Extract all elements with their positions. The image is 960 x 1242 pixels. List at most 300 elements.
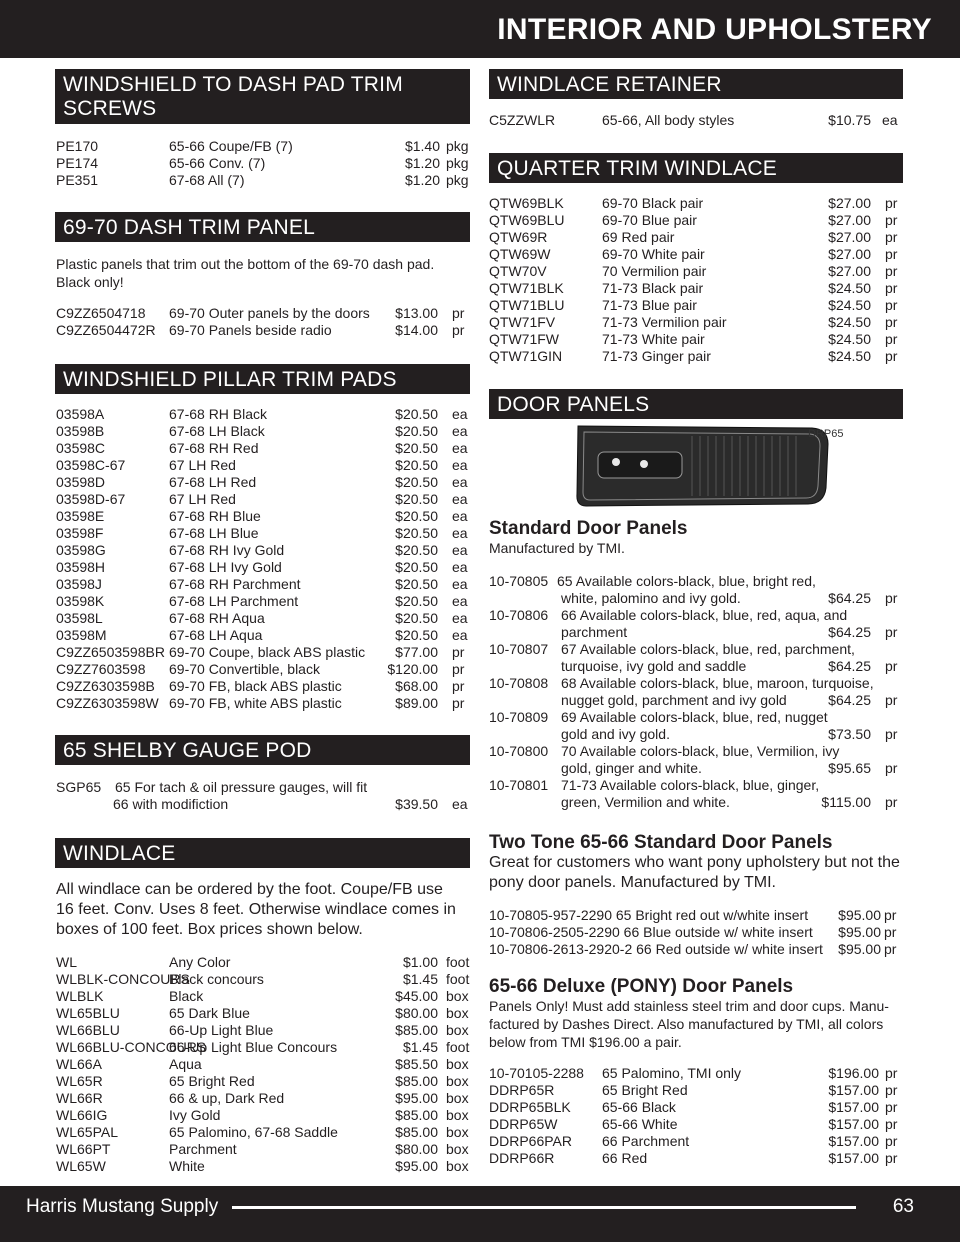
- two-tone-door-panels-title: Two Tone 65-66 Standard Door Panels: [489, 832, 833, 853]
- price: $64.25: [828, 624, 871, 640]
- part-number: 10-70800: [489, 743, 549, 759]
- price: $120.00: [387, 661, 438, 677]
- price: $24.50: [828, 314, 871, 330]
- table-row: [56, 138, 470, 155]
- table-row: [489, 112, 903, 129]
- page-number: 63: [892, 1196, 914, 1217]
- standard-door-panels-title: Standard Door Panels: [489, 518, 688, 539]
- part-number: C9ZZ6503598BR: [56, 644, 165, 660]
- price: $27.00: [828, 212, 871, 228]
- table-row: [489, 1133, 903, 1150]
- part-number: QTW71FW: [489, 331, 559, 347]
- table-row-continued: [489, 590, 903, 607]
- part-number: 03598F: [56, 525, 104, 541]
- description: 69-70 Convertible, black: [169, 661, 320, 677]
- description: 66 & up, Dark Red: [169, 1090, 285, 1106]
- price: $95.00: [838, 907, 881, 923]
- price: $27.00: [828, 246, 871, 262]
- table-row-continued: [489, 692, 903, 709]
- table-row: [56, 1090, 470, 1107]
- unit: box: [446, 1158, 469, 1174]
- table-row: [56, 796, 470, 813]
- description: turquoise, ivy gold and saddle: [561, 658, 747, 674]
- part-number: DDRP65R: [489, 1082, 555, 1098]
- gauge-pod-list: [56, 779, 470, 813]
- part-number: 03598J: [56, 576, 102, 592]
- unit: foot: [446, 1039, 470, 1055]
- page-footer-bar: [0, 1186, 960, 1242]
- price: $157.00: [828, 1133, 879, 1149]
- part-number: C9ZZ6504472R: [56, 322, 156, 338]
- paragraph-line: Great for customers who want pony upholstery but not the: [489, 854, 900, 871]
- unit: pr: [885, 658, 898, 674]
- table-row: [489, 212, 903, 229]
- unit: pr: [452, 305, 465, 321]
- description: Aqua: [169, 1056, 202, 1072]
- price: $20.50: [395, 406, 438, 422]
- unit: box: [446, 1005, 469, 1021]
- table-row: [56, 559, 470, 576]
- price: $45.00: [395, 988, 438, 1004]
- unit: pr: [885, 692, 898, 708]
- part-number: 03598D: [56, 474, 106, 490]
- price: $27.00: [828, 263, 871, 279]
- part-number: 10-70806: [489, 607, 549, 623]
- unit: pkg: [446, 172, 469, 188]
- price: $14.00: [395, 322, 438, 338]
- description: 70 Available colors-black, blue, Vermilion, ivy: [561, 743, 840, 759]
- unit: box: [446, 988, 469, 1004]
- price: $1.45: [402, 1039, 438, 1055]
- description: 69-70 White pair: [602, 246, 705, 262]
- part-number: 03598K: [56, 593, 105, 609]
- price: $27.00: [828, 229, 871, 245]
- description: 67-68 LH Blue: [169, 525, 259, 541]
- part-number: WLBLK: [56, 988, 104, 1004]
- unit: ea: [452, 406, 468, 422]
- price: $20.50: [395, 491, 438, 507]
- price: $73.50: [828, 726, 871, 742]
- unit: box: [446, 1073, 469, 1089]
- table-row: [489, 641, 903, 658]
- price: $24.50: [828, 280, 871, 296]
- table-row: [56, 1141, 470, 1158]
- description: 70 Vermilion pair: [602, 263, 707, 279]
- description: 65-66 Black: [602, 1099, 676, 1115]
- part-number: 03598A: [56, 406, 105, 422]
- description: 67-68 RH Ivy Gold: [169, 542, 285, 558]
- unit: pr: [885, 246, 898, 262]
- table-row: [56, 593, 470, 610]
- table-row: [489, 1099, 903, 1116]
- table-row: [489, 743, 903, 760]
- table-row: [489, 709, 903, 726]
- door-panel-handle-plate: [598, 452, 682, 478]
- part-number: WL66IG: [56, 1107, 108, 1123]
- table-row: [56, 525, 470, 542]
- part-number: 10-70805: [489, 573, 549, 589]
- price: $85.00: [395, 1124, 438, 1140]
- description: 67 Available colors-black, blue, red, parchment,: [561, 641, 855, 657]
- section-title: DOOR PANELS: [497, 393, 650, 416]
- table-row: [56, 971, 470, 988]
- unit: ea: [452, 491, 468, 507]
- section-header-door-panels: [489, 389, 903, 419]
- table-row: [489, 573, 903, 590]
- unit: pr: [885, 1150, 898, 1166]
- unit: pr: [885, 1133, 898, 1149]
- price: $80.00: [395, 1005, 438, 1021]
- description: Black concours: [169, 971, 264, 987]
- two-tone-list: [489, 907, 903, 958]
- part-number: 10-70807: [489, 641, 549, 657]
- unit: ea: [452, 542, 468, 558]
- description: 67-68 RH Blue: [169, 508, 261, 524]
- unit: pr: [452, 695, 465, 711]
- price: $95.00: [395, 1158, 438, 1174]
- table-row: [56, 508, 470, 525]
- unit: pr: [885, 624, 898, 640]
- part-number: QTW69BLK: [489, 195, 564, 211]
- description: 67-68 LH Black: [169, 423, 265, 439]
- windlace-list: [56, 954, 470, 1175]
- price: $20.50: [395, 610, 438, 626]
- deluxe-description: [489, 997, 903, 1051]
- description: 69-70 Panels beside radio: [169, 322, 332, 338]
- price: $1.20: [404, 172, 440, 188]
- table-row: [489, 1150, 903, 1167]
- table-row: [489, 229, 903, 246]
- price: $24.50: [828, 331, 871, 347]
- table-row: [56, 474, 470, 491]
- section-header-windlace-retainer: [489, 69, 903, 99]
- table-row: [56, 155, 470, 172]
- table-row: [56, 610, 470, 627]
- description: 65 Palomino, 67-68 Saddle: [169, 1124, 338, 1140]
- table-row-continued: [489, 794, 903, 811]
- price: $115.00: [821, 794, 871, 810]
- part-number: QTW71BLK: [489, 280, 564, 296]
- section-header-gauge-pod: [55, 735, 470, 765]
- table-row: [489, 607, 903, 624]
- unit: ea: [452, 440, 468, 456]
- description: 67-68 RH Parchment: [169, 576, 301, 592]
- price: $64.25: [828, 658, 871, 674]
- part-number: QTW70V: [489, 263, 547, 279]
- description: Parchment: [169, 1141, 237, 1157]
- price: $77.00: [395, 644, 438, 660]
- table-row: [489, 941, 903, 958]
- description: 65-66 Conv. (7): [169, 155, 266, 171]
- dash-trim-list: [56, 305, 470, 339]
- description: 65 Available colors-black, blue, bright red,: [557, 573, 816, 589]
- unit: pr: [452, 661, 465, 677]
- part-number: DDRP65W: [489, 1116, 558, 1132]
- table-row: [489, 924, 903, 941]
- price: $95.00: [838, 924, 881, 940]
- description: 71-73 Ginger pair: [602, 348, 711, 364]
- unit: ea: [452, 423, 468, 439]
- description: gold, ginger and white.: [561, 760, 702, 776]
- part-number: 03598M: [56, 627, 107, 643]
- part-number: WL65PAL: [56, 1124, 118, 1140]
- table-row: [56, 1039, 470, 1056]
- price: $20.50: [395, 508, 438, 524]
- table-row: [56, 1073, 470, 1090]
- paragraph-line: Plastic panels that trim out the bottom of the 69-70 dash pad.: [56, 256, 435, 272]
- description: 69-70 Blue pair: [602, 212, 697, 228]
- description: parchment: [561, 624, 628, 640]
- table-row: [56, 1158, 470, 1175]
- part-number: 03598H: [56, 559, 106, 575]
- table-row: [489, 195, 903, 212]
- table-row: [56, 423, 470, 440]
- part-number: WL66R: [56, 1090, 103, 1106]
- standard-door-panels-subtitle: Manufactured by TMI.: [489, 540, 625, 556]
- unit: ea: [452, 576, 468, 592]
- table-row: [489, 1082, 903, 1099]
- description: 67-68 LH Aqua: [169, 627, 263, 643]
- table-row: [56, 954, 470, 971]
- table-row: [56, 1107, 470, 1124]
- price: $157.00: [828, 1150, 879, 1166]
- price: $1.45: [402, 971, 438, 987]
- table-row: [489, 907, 903, 924]
- table-row: [489, 777, 903, 794]
- part-number: 03598C: [56, 440, 106, 456]
- paragraph-line: factured by Dashes Direct. Also manufactured by TMI, all colors: [489, 1016, 884, 1032]
- part-number: WL: [56, 954, 77, 970]
- part-number: QTW71FV: [489, 314, 556, 330]
- description: 10-70806-2505-2290 66 Blue outside w/ white insert: [489, 924, 813, 940]
- price: $95.00: [838, 941, 881, 957]
- price: $95.00: [395, 1090, 438, 1106]
- section-header-pillar-pads: [55, 364, 470, 394]
- unit: box: [446, 1124, 469, 1140]
- page-header-bar: [0, 0, 960, 58]
- part-number: QTW69R: [489, 229, 548, 245]
- part-number: 10-70801: [489, 777, 549, 793]
- table-row: [489, 314, 903, 331]
- dash-trim-description: [56, 255, 470, 291]
- description: 66 Red: [602, 1150, 648, 1166]
- unit: pr: [885, 297, 898, 313]
- price: $64.25: [828, 692, 871, 708]
- section-header-windlace: [55, 838, 470, 868]
- unit: pr: [884, 941, 897, 957]
- part-number: DDRP66PAR: [489, 1133, 572, 1149]
- unit: pr: [885, 1082, 898, 1098]
- unit: ea: [452, 559, 468, 575]
- price: $95.65: [828, 760, 871, 776]
- price: $64.25: [828, 590, 871, 606]
- part-number: 03598D-67: [56, 491, 126, 507]
- description: 69 Red pair: [602, 229, 675, 245]
- section-title: 65 SHELBY GAUGE POD: [63, 739, 312, 762]
- part-number: DDRP65BLK: [489, 1099, 571, 1115]
- table-row: [56, 1022, 470, 1039]
- unit: foot: [446, 971, 470, 987]
- table-row: [56, 678, 470, 695]
- price: $196.00: [828, 1065, 879, 1081]
- price: $20.50: [395, 474, 438, 490]
- unit: ea: [452, 627, 468, 643]
- description: 69-70 Black pair: [602, 195, 704, 211]
- unit: box: [446, 1141, 469, 1157]
- table-row: [56, 542, 470, 559]
- unit: ea: [452, 525, 468, 541]
- part-number: QTW69BLU: [489, 212, 565, 228]
- standard-door-panels-list: [489, 573, 903, 811]
- table-row: [56, 406, 470, 423]
- price: $157.00: [828, 1099, 879, 1115]
- unit: pr: [885, 331, 898, 347]
- price: $20.50: [395, 525, 438, 541]
- section-title: QUARTER TRIM WINDLACE: [497, 157, 777, 180]
- unit: pr: [885, 195, 898, 211]
- section-title-line: SCREWS: [63, 97, 157, 120]
- description: 67-68 All (7): [169, 172, 245, 188]
- price: $85.50: [395, 1056, 438, 1072]
- table-row: [56, 1056, 470, 1073]
- unit: pr: [885, 726, 898, 742]
- table-row-continued: [489, 658, 903, 675]
- unit: pr: [885, 760, 898, 776]
- description: Any Color: [169, 954, 231, 970]
- unit: ea: [452, 508, 468, 524]
- unit: ea: [452, 593, 468, 609]
- unit: ea: [452, 474, 468, 490]
- unit: pr: [885, 314, 898, 330]
- price: $10.75: [828, 112, 871, 128]
- description: white, palomino and ivy gold.: [561, 590, 741, 606]
- price: $20.50: [395, 440, 438, 456]
- unit: pr: [885, 590, 898, 606]
- table-row: [489, 263, 903, 280]
- price: $20.50: [395, 576, 438, 592]
- description: 66 Parchment: [602, 1133, 690, 1149]
- part-number: PE174: [56, 155, 99, 171]
- section-title: WINDLACE RETAINER: [497, 73, 722, 96]
- description: nugget gold, parchment and ivy gold: [561, 692, 787, 708]
- door-panel-knob: [612, 458, 620, 466]
- description: 69-70 FB, black ABS plastic: [169, 678, 342, 694]
- table-row: [56, 1005, 470, 1022]
- paragraph-line: Black only!: [56, 274, 124, 290]
- description: 67-68 LH Parchment: [169, 593, 299, 609]
- price: $20.50: [395, 457, 438, 473]
- table-row: [56, 457, 470, 474]
- section-header-dash-trim: [55, 212, 470, 242]
- price: $20.50: [395, 627, 438, 643]
- description: Ivy Gold: [169, 1107, 221, 1123]
- description: 66-Up Light Blue Concours: [169, 1039, 338, 1055]
- table-row: [489, 297, 903, 314]
- description: 65 Dark Blue: [169, 1005, 250, 1021]
- part-number: WL66BLU-CONCOURS: [56, 1039, 207, 1055]
- description: 67-68 RH Aqua: [169, 610, 265, 626]
- retainer-list: [489, 112, 903, 129]
- description: 69-70 Outer panels by the doors: [169, 305, 370, 321]
- price: $24.50: [828, 348, 871, 364]
- table-row: [56, 576, 470, 593]
- door-panel-knob: [640, 460, 648, 468]
- part-number: PE170: [56, 138, 99, 154]
- part-number: 03598G: [56, 542, 106, 558]
- part-number: C5ZZWLR: [489, 112, 556, 128]
- windlace-description: [56, 880, 470, 940]
- price: $20.50: [395, 593, 438, 609]
- part-number: 03598B: [56, 423, 105, 439]
- table-row: [489, 1116, 903, 1133]
- part-number: WL66BLU: [56, 1022, 120, 1038]
- description: 71-73 White pair: [602, 331, 705, 347]
- deluxe-list: [489, 1065, 903, 1167]
- description: 65 Bright Red: [602, 1082, 688, 1098]
- section-title-line: WINDSHIELD TO DASH PAD TRIM: [63, 73, 403, 96]
- description: gold and ivy gold.: [561, 726, 670, 742]
- footer-rule: [232, 1206, 856, 1209]
- description: 71-73 Available colors-black, blue, ginger,: [561, 777, 820, 793]
- quarter-windlace-list: [489, 195, 903, 365]
- paragraph-line: below from TMI $196.00 a pair.: [489, 1034, 682, 1050]
- description: 65 For tach & oil pressure gauges, will fit: [115, 779, 368, 795]
- price: $157.00: [828, 1082, 879, 1098]
- unit: ea: [452, 457, 468, 473]
- table-row: [489, 246, 903, 263]
- unit: pr: [884, 907, 897, 923]
- part-number: WLBLK-CONCOURS: [56, 971, 190, 987]
- price: $157.00: [828, 1116, 879, 1132]
- deluxe-door-panels-title: 65-66 Deluxe (PONY) Door Panels: [489, 976, 794, 997]
- paragraph-line: 16 feet. Conv. Uses 8 feet. Otherwise windlace comes in: [56, 901, 456, 918]
- table-row: [56, 440, 470, 457]
- part-number: C9ZZ6303598B: [56, 678, 155, 694]
- price: $27.00: [828, 195, 871, 211]
- table-row: [489, 675, 903, 692]
- price: $39.50: [395, 796, 438, 812]
- unit: pr: [885, 1099, 898, 1115]
- paragraph-line: pony door panels. Manufactured by TMI.: [489, 874, 776, 891]
- part-number: QTW71GIN: [489, 348, 563, 364]
- description: 66 with modifiction: [113, 796, 229, 812]
- page-title: INTERIOR AND UPHOLSTERY: [497, 13, 932, 46]
- table-row: [56, 172, 470, 189]
- part-number: WL66PT: [56, 1141, 111, 1157]
- section-title: 69-70 DASH TRIM PANEL: [63, 216, 316, 239]
- unit: pr: [452, 678, 465, 694]
- unit: pr: [885, 794, 898, 810]
- description: 69-70 Coupe, black ABS plastic: [169, 644, 366, 660]
- price: $1.00: [402, 954, 438, 970]
- table-row: [56, 627, 470, 644]
- part-number: WL65R: [56, 1073, 103, 1089]
- price: $20.50: [395, 542, 438, 558]
- unit: foot: [446, 954, 470, 970]
- unit: pr: [885, 263, 898, 279]
- table-row: [489, 348, 903, 365]
- section-title: WINDSHIELD PILLAR TRIM PADS: [63, 368, 397, 391]
- part-number: WL65BLU: [56, 1005, 120, 1021]
- unit: box: [446, 1056, 469, 1072]
- description: 67-68 LH Red: [169, 474, 257, 490]
- table-row-continued: [489, 726, 903, 743]
- description: White: [169, 1158, 205, 1174]
- part-number: 10-70808: [489, 675, 549, 691]
- price: $85.00: [395, 1022, 438, 1038]
- table-row: [56, 1124, 470, 1141]
- part-number: PE351: [56, 172, 99, 188]
